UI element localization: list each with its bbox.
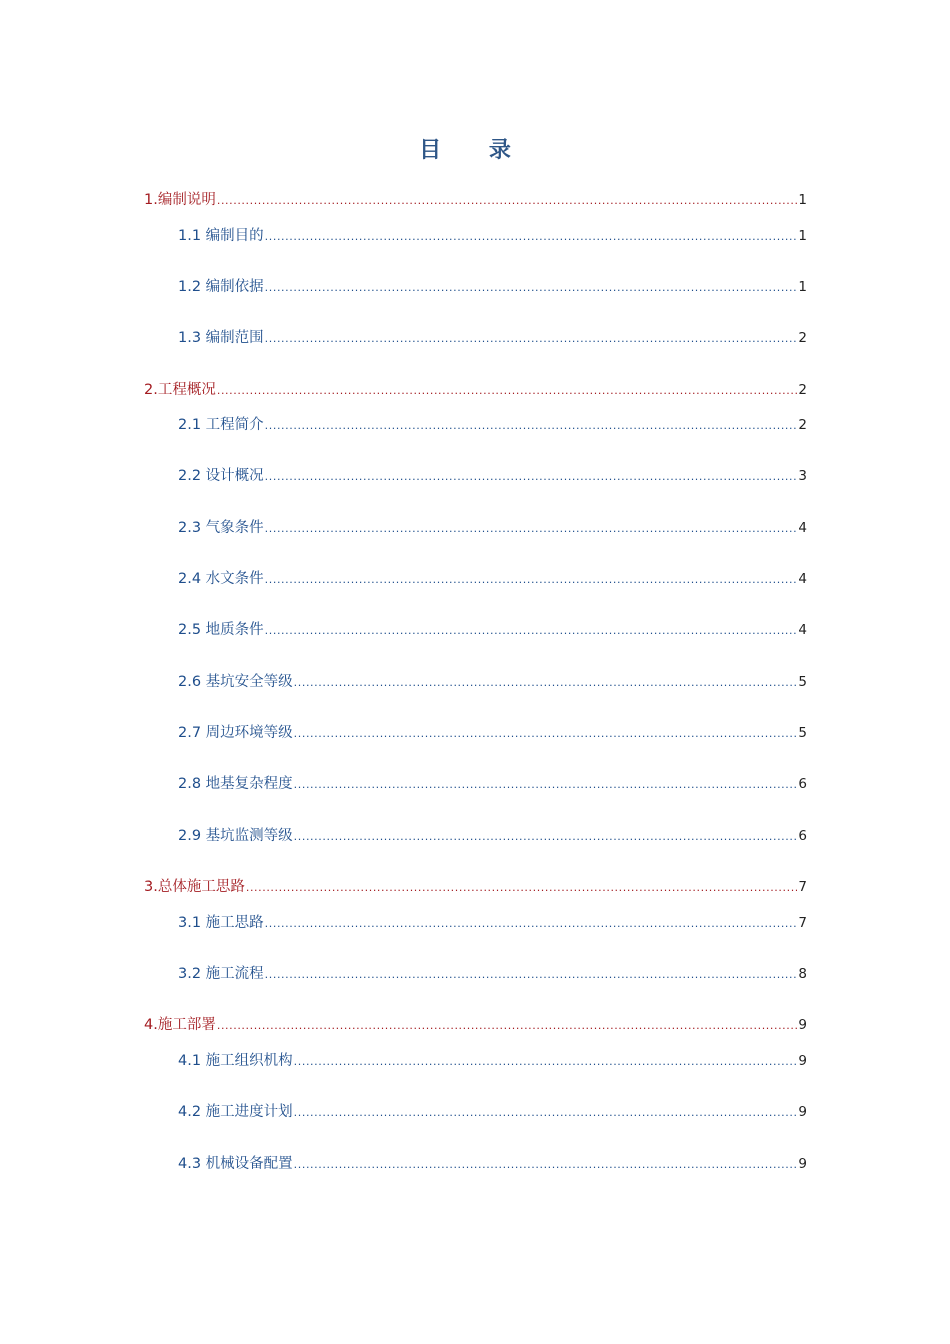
toc-page-number: 5 bbox=[798, 674, 807, 690]
toc-leader-dots bbox=[217, 380, 798, 402]
toc-leader-dots bbox=[217, 1015, 798, 1037]
toc-page-number: 9 bbox=[798, 1156, 807, 1172]
toc-entry-label: 1.1 编制目的 bbox=[178, 228, 264, 244]
toc-page-number: 6 bbox=[798, 828, 807, 844]
toc-page-number: 8 bbox=[798, 966, 807, 982]
toc-entry-label: 2.7 周边环境等级 bbox=[178, 725, 293, 741]
toc-entry-label: 3.总体施工思路 bbox=[144, 879, 245, 895]
toc-entry[interactable] bbox=[178, 465, 807, 487]
toc-page-number: 7 bbox=[798, 879, 807, 895]
toc-entry[interactable] bbox=[178, 825, 807, 847]
toc-page-number: 9 bbox=[798, 1104, 807, 1120]
toc-leader-dots bbox=[265, 415, 798, 437]
toc-entry[interactable] bbox=[178, 225, 807, 247]
toc-page-number: 9 bbox=[798, 1017, 807, 1033]
toc-page-number: 1 bbox=[798, 279, 807, 295]
toc-entry[interactable] bbox=[144, 876, 807, 898]
toc-entry-label: 3.2 施工流程 bbox=[178, 966, 264, 982]
toc-entry[interactable] bbox=[178, 1101, 807, 1123]
toc-entry[interactable] bbox=[178, 517, 807, 539]
toc-entry[interactable] bbox=[178, 1050, 807, 1072]
toc-entry-label: 2.9 基坑监测等级 bbox=[178, 828, 293, 844]
toc-entry-label: 2.8 地基复杂程度 bbox=[178, 776, 293, 792]
toc-entry[interactable] bbox=[178, 414, 807, 436]
toc-page-number: 3 bbox=[798, 468, 807, 484]
toc-entry-label: 4.施工部署 bbox=[144, 1017, 216, 1033]
toc-entry[interactable] bbox=[178, 619, 807, 641]
toc-entry-label: 2.2 设计概况 bbox=[178, 468, 264, 484]
toc-entry[interactable] bbox=[178, 327, 807, 349]
toc-entry-label: 2.6 基坑安全等级 bbox=[178, 674, 293, 690]
toc-page-number: 2 bbox=[798, 330, 807, 346]
toc-page-number: 6 bbox=[798, 776, 807, 792]
toc-page-number: 2 bbox=[798, 417, 807, 433]
toc-leader-dots bbox=[265, 569, 798, 591]
page-title: 目 录 bbox=[419, 137, 531, 163]
toc-leader-dots bbox=[294, 672, 798, 694]
toc-page-number: 4 bbox=[798, 571, 807, 587]
toc-entry[interactable] bbox=[178, 722, 807, 744]
toc-leader-dots bbox=[265, 277, 798, 299]
toc-page-number: 9 bbox=[798, 1053, 807, 1069]
toc-entry-label: 2.5 地质条件 bbox=[178, 622, 264, 638]
toc-leader-dots bbox=[265, 620, 798, 642]
toc-entry[interactable] bbox=[178, 912, 807, 934]
toc-entry[interactable] bbox=[178, 963, 807, 985]
toc-entry-label: 2.4 水文条件 bbox=[178, 571, 264, 587]
toc-entry-label: 2.工程概况 bbox=[144, 382, 216, 398]
toc-page-number: 1 bbox=[798, 192, 807, 208]
toc-page-number: 5 bbox=[798, 725, 807, 741]
toc-entry[interactable] bbox=[178, 671, 807, 693]
toc-entry-label: 1.编制说明 bbox=[144, 192, 216, 208]
toc-entry[interactable] bbox=[178, 773, 807, 795]
toc-leader-dots bbox=[294, 774, 798, 796]
toc-leader-dots bbox=[294, 1102, 798, 1124]
toc-entry-label: 1.3 编制范围 bbox=[178, 330, 264, 346]
toc-entry[interactable] bbox=[178, 276, 807, 298]
toc-leader-dots bbox=[217, 190, 798, 212]
toc-leader-dots bbox=[246, 877, 798, 899]
toc-leader-dots bbox=[265, 964, 798, 986]
toc-entry-label: 4.3 机械设备配置 bbox=[178, 1156, 293, 1172]
toc-leader-dots bbox=[294, 826, 798, 848]
toc-entry-label: 4.1 施工组织机构 bbox=[178, 1053, 293, 1069]
toc-entry[interactable] bbox=[144, 189, 807, 211]
toc-entry-label: 4.2 施工进度计划 bbox=[178, 1104, 293, 1120]
toc-leader-dots bbox=[265, 466, 798, 488]
toc-leader-dots bbox=[265, 518, 798, 540]
toc-leader-dots bbox=[265, 226, 798, 248]
toc-entry[interactable] bbox=[144, 379, 807, 401]
toc-entry-label: 2.1 工程简介 bbox=[178, 417, 264, 433]
toc-page-number: 4 bbox=[798, 520, 807, 536]
toc-page-number: 2 bbox=[798, 382, 807, 398]
toc-entry[interactable] bbox=[178, 1153, 807, 1175]
toc-page-number: 1 bbox=[798, 228, 807, 244]
toc-entry[interactable] bbox=[144, 1014, 807, 1036]
toc-leader-dots bbox=[294, 1154, 798, 1176]
toc-entry-label: 3.1 施工思路 bbox=[178, 915, 264, 931]
toc-leader-dots bbox=[294, 723, 798, 745]
toc-leader-dots bbox=[294, 1051, 798, 1073]
toc-page-number: 4 bbox=[798, 622, 807, 638]
toc-entry-label: 2.3 气象条件 bbox=[178, 520, 264, 536]
toc-leader-dots bbox=[265, 913, 798, 935]
toc-leader-dots bbox=[265, 328, 798, 350]
toc-entry-label: 1.2 编制依据 bbox=[178, 279, 264, 295]
toc-entry[interactable] bbox=[178, 568, 807, 590]
toc-page-number: 7 bbox=[798, 915, 807, 931]
